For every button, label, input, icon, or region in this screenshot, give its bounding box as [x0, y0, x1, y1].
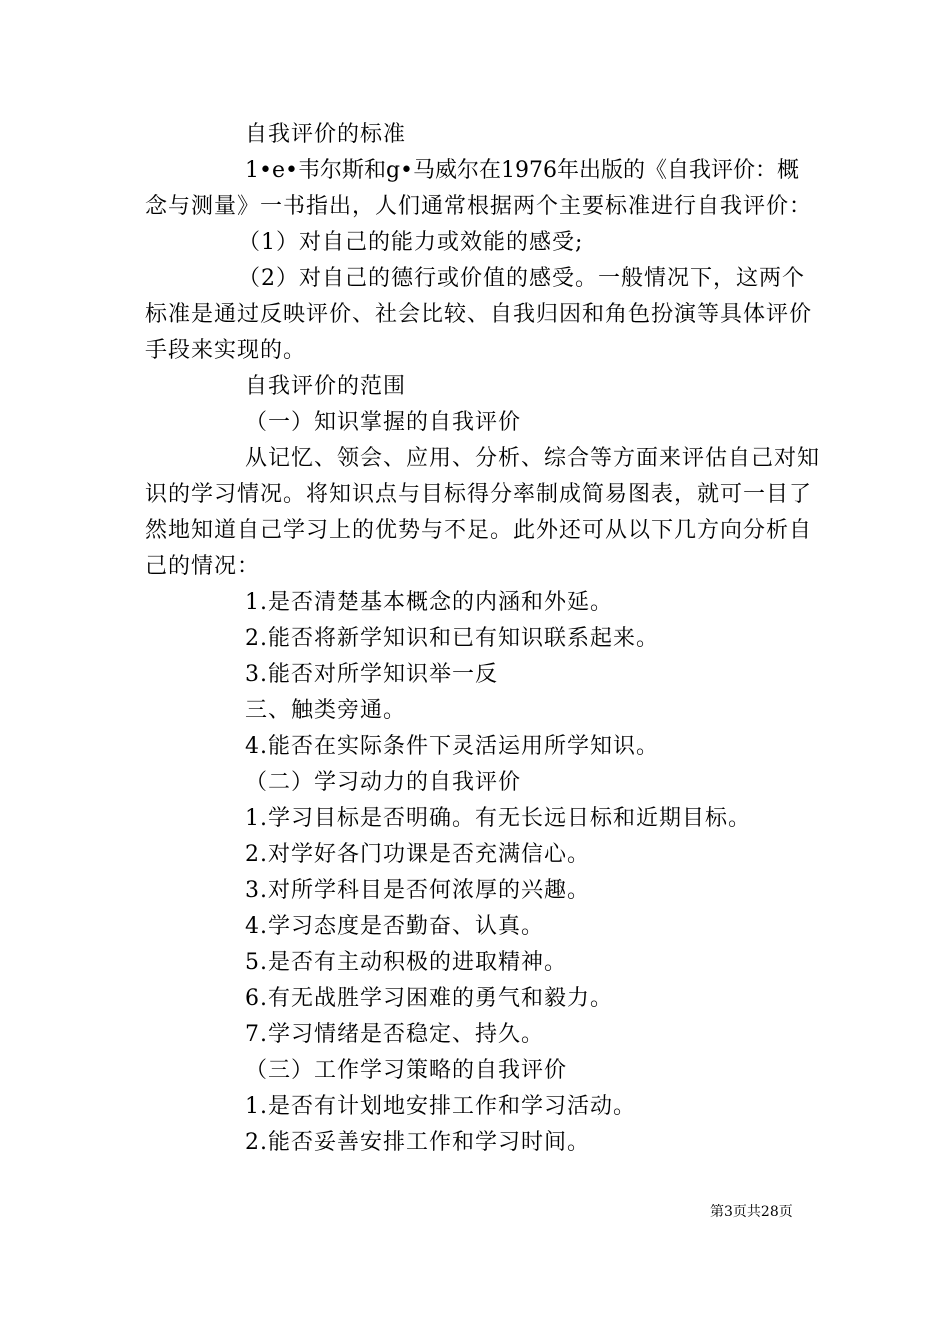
list-item: 三、触类旁通。 — [245, 698, 407, 723]
criterion-item: （2）对自己的德行或价值的感受。一般情况下，这两个 — [238, 266, 805, 291]
list-item: 1.是否清楚基本概念的内涵和外延。 — [245, 590, 613, 615]
list-item: 4.学习态度是否勤奋、认真。 — [245, 914, 544, 939]
list-item: 2.能否妥善安排工作和学习时间。 — [245, 1130, 590, 1155]
page-number-footer: 第3页共28页 — [710, 1204, 793, 1220]
list-item: 4.能否在实际条件下灵活运用所学知识。 — [245, 734, 659, 759]
paragraph-line: 识的学习情况。将知识点与目标得分率制成简易图表，就可一目了 — [145, 482, 813, 507]
paragraph-line: 标准是通过反映评价、社会比较、自我归因和角色扮演等具体评价 — [145, 302, 813, 327]
list-item: 7.学习情绪是否稳定、持久。 — [245, 1022, 544, 1047]
list-item: 6.有无战胜学习困难的勇气和毅力。 — [245, 986, 613, 1011]
list-item: 3.对所学科目是否何浓厚的兴趣。 — [245, 878, 590, 903]
paragraph-line: 1•e•韦尔斯和g•马威尔在1976年出版的《自我评价：概 — [245, 158, 800, 183]
subheading-knowledge: （一）知识掌握的自我评价 — [245, 410, 522, 435]
paragraph-line: 念与测量》一书指出，人们通常根据两个主要标准进行自我评价： — [145, 194, 813, 219]
list-item: 2.对学好各门功课是否充满信心。 — [245, 842, 590, 867]
heading-evaluation-standard: 自我评价的标准 — [245, 122, 407, 147]
list-item: 1.是否有计划地安排工作和学习活动。 — [245, 1094, 636, 1119]
paragraph-line: 从记忆、领会、应用、分析、综合等方面来评估自己对知 — [245, 446, 821, 471]
heading-evaluation-scope: 自我评价的范围 — [245, 374, 407, 399]
list-item: 5.是否有主动积极的进取精神。 — [245, 950, 567, 975]
list-item: 2.能否将新学知识和已有知识联系起来。 — [245, 626, 659, 651]
criterion-item: （1）对自己的能力或效能的感受; — [238, 230, 584, 255]
list-item: 1.学习目标是否明确。有无长远日标和近期目标。 — [245, 806, 751, 831]
subheading-motivation: （二）学习动力的自我评价 — [245, 770, 522, 795]
paragraph-line: 然地知道自己学习上的优势与不足。此外还可从以下几方向分析自 — [145, 518, 813, 543]
paragraph-line: 手段来实现的。 — [145, 338, 307, 363]
subheading-strategy: （三）工作学习策略的自我评价 — [245, 1058, 568, 1083]
paragraph-line: 己的情况： — [145, 554, 261, 579]
list-item: 3.能否对所学知识举一反 — [245, 662, 498, 687]
